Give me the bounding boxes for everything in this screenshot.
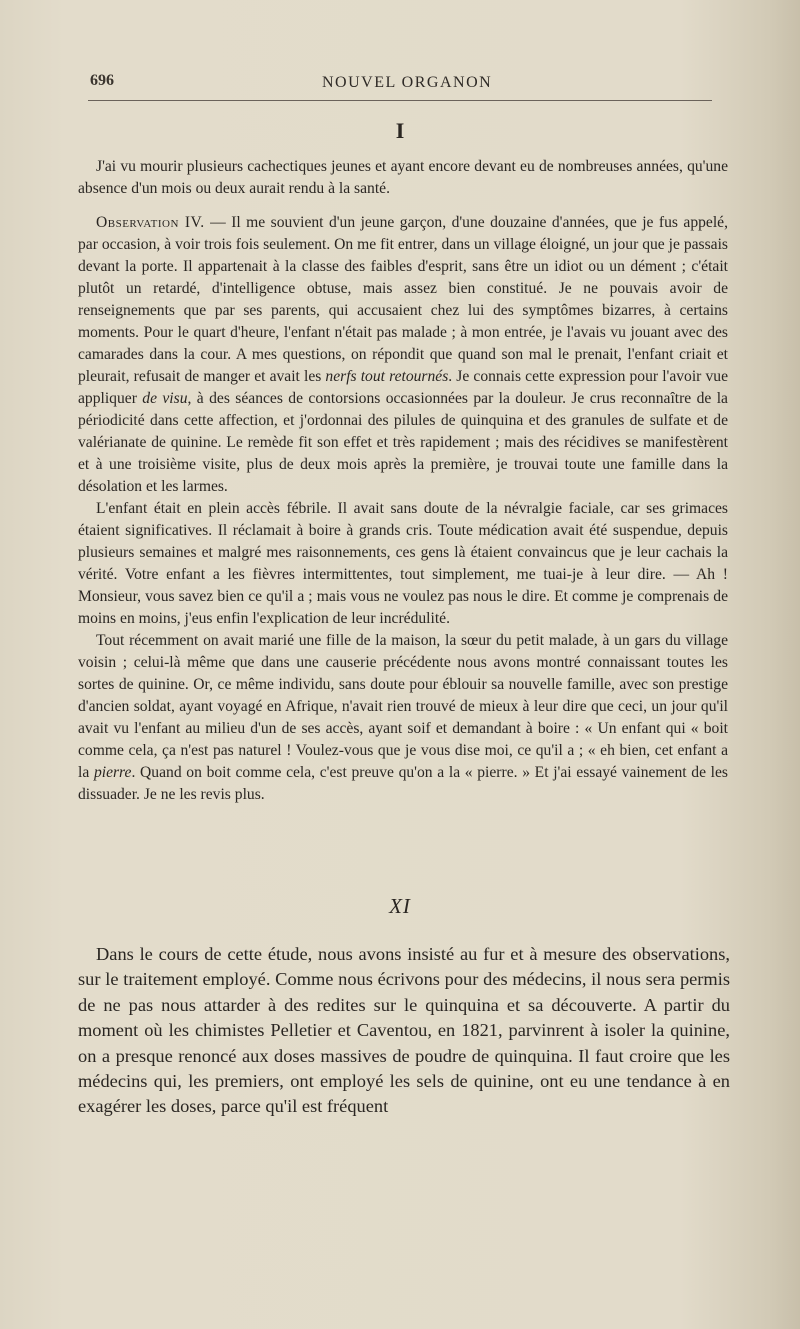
header-rule [88, 100, 712, 101]
observation-paragraph-2: L'enfant était en plein accès fébrile. Il avait sans doute de la névralgie faciale, car ses grimaces étaient significatives. Il réclamait à boire à grands cris. Toute médication avait été suspendue, depuis plusieurs semaines et malgré mes raisonnements, ces gens là étaient convaincus que je leur cachais la vérité. Votre enfant a les fièvres intermittentes, tout simplement, me tuai-je à leur dire. — Ah ! Monsieur, vous savez bien ce qu'il a ; mais vous ne voulez pas nous le dire. Et comme je comprenais de moins en moins, j'eus enfin l'explication de leur incrédulité. [78, 500, 728, 627]
intro-text: J'ai vu mourir plusieurs cachectiques jeunes et ayant encore devant eu de nombreuses années, qu'une absence d'un mois ou deux aurait rendu à la santé. [78, 158, 728, 197]
observation-emphasis-1: nerfs tout retournés [325, 368, 449, 385]
observation-text-b: . Je connais cette expression pour l'avoir vue appliquer [78, 368, 728, 407]
observation-label: Observation IV. [96, 214, 205, 231]
section-heading-xi: XI [389, 894, 411, 918]
observation-p3-emphasis: pierre [93, 764, 132, 781]
section-mark: I [395, 118, 405, 143]
observation-paragraph-3 [78, 630, 728, 806]
observation-text-c: , à des séances de contorsions occasionnées par la douleur. Je crus reconnaître de la périodicité dans cette affection, et j'ordonnai des pilules de quinquina et des granules de sulfate et de valérianate de quinine. Le remède fit son effet et très rapidement ; mais des récidives se manifestèrent et à une troisième visite, plus de deux mois après la première, je trouvai toute une famille dans la désolation et les larmes. [78, 390, 728, 495]
intro-paragraph [78, 156, 728, 200]
observation-block [78, 212, 728, 806]
observation-p3-text-a: Tout récemment on avait marié une fille de la maison, la sœur du petit malade, à un gars du village voisin ; celui-là même que dans une causerie précédente nous avons montré connaissant toutes les sortes de quinine. Or, ce même individu, sans doute pour éblouir sa nouvelle famille, avec son prestige d'ancien soldat, ayant voyagé en Afrique, n'avait rien trouvé de mieux à leur dire que ceci, un jour qu'il avait vu l'enfant au milieu d'un de ses accès, ayant soif et demandant à boire : « Un enfant qui « boit comme cela, ça n'est pas naturel ! Voulez-vous que je vous dise moi, ce qu'il a ; « eh bien, cet enfant a la [78, 632, 728, 781]
page-number: 696 [90, 72, 114, 89]
section-xi-block [78, 942, 730, 1120]
observation-text-a: — Il me souvient d'un jeune garçon, d'une douzaine d'années, que je fus appelé, par occasion, à voir trois fois seulement. On me fit entrer, dans un village éloigné, un jour que je passais devant la porte. Il appartenait à la classe des faibles d'esprit, sans être un idiot ou un dément ; c'était plutôt un retardé, d'intelligence obtuse, mais assez bien constitué. Je ne pouvais avoir de renseignements que par ses parents, qui accusaient chez lui des symptômes bizarres, à certains moments. Pour le quart d'heure, l'enfant n'était pas malade ; à mon entrée, je l'avais vu jouant avec des camarades dans la cour. A mes questions, on répondit que quand son mal le prenait, l'enfant criait et pleurait, refusait de manger et avait les [78, 214, 728, 385]
observation-p3-text-b: . Quand on boit comme cela, c'est preuve qu'on a la « pierre. » Et j'ai essayé vainement de les dissuader. Je ne les revis plus. [78, 764, 728, 803]
running-title: NOUVEL ORGANON [322, 74, 493, 91]
page-header [0, 72, 800, 102]
section-xi-paragraph: Dans le cours de cette étude, nous avons insisté au fur et à mesure des observations, sur le traitement employé. Comme nous écrivons pour des médecins, il nous sera permis de ne pas nous attarder à des redites sur le quinquina et sa découverte. A partir du moment où les chimistes Pelletier et Caventou, en 1821, parvinrent à isoler la quinine, on a presque renoncé aux doses massives de poudre de quinquina. Il faut croire que les médecins qui, les premiers, ont employé les sels de quinine, ont eu une tendance à en exagérer les doses, parce qu'il est fréquent [78, 944, 730, 1117]
observation-emphasis-2: de visu [142, 390, 188, 407]
observation-paragraph-1 [78, 212, 728, 498]
